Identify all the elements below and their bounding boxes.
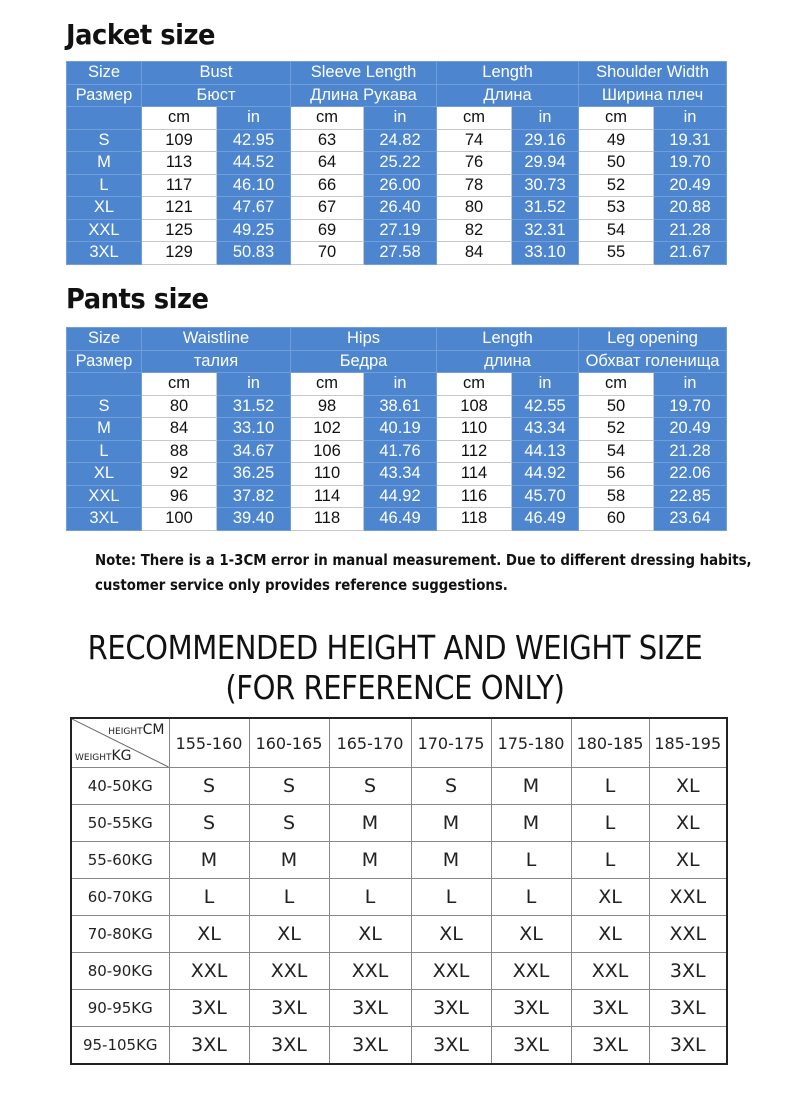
pants-header2-cell: Обхват голенища xyxy=(579,350,727,373)
height-range-header: 185-195 xyxy=(649,718,727,768)
height-range-header: 180-185 xyxy=(571,718,649,768)
jacket-header1-row xyxy=(67,62,727,85)
corner-header-cell xyxy=(71,718,169,768)
jacket-value-cell: 29.94 xyxy=(512,152,579,175)
jacket-value-cell: 64 xyxy=(291,152,364,175)
pants-data-row xyxy=(67,485,727,508)
pants-value-cell: 36.25 xyxy=(217,463,291,486)
jacket-data-row xyxy=(67,174,727,197)
recommended-size-cell: XXL xyxy=(649,878,727,915)
pants-header1-cell: Hips xyxy=(291,328,437,351)
pants-value-cell: 22.85 xyxy=(654,485,727,508)
pants-value-cell: 114 xyxy=(291,485,364,508)
jacket-value-cell: 125 xyxy=(142,219,217,242)
recommended-size-cell: L xyxy=(491,878,571,915)
recommended-size-cell: XXL xyxy=(329,952,411,989)
jacket-data-row xyxy=(67,129,727,152)
jacket-value-cell: 24.82 xyxy=(364,129,437,152)
recommended-size-cell: XL xyxy=(571,915,649,952)
recommended-size-cell: XXL xyxy=(169,952,249,989)
height-unit-label: HEIGHTCM xyxy=(108,722,165,738)
recommended-size-cell: XL xyxy=(249,915,329,952)
jacket-size-label: M xyxy=(67,152,142,175)
weight-range-label: 70-80KG xyxy=(71,915,169,952)
weight-range-label: 50-55KG xyxy=(71,804,169,841)
weight-unit-label: WEIGHTKG xyxy=(75,748,132,764)
recommended-size-cell: 3XL xyxy=(649,1026,727,1064)
recommended-size-cell: S xyxy=(249,768,329,805)
jacket-value-cell: 49 xyxy=(579,129,654,152)
jacket-header2-cell: Размер xyxy=(67,84,142,107)
recommended-size-cell: M xyxy=(491,804,571,841)
jacket-units-blank xyxy=(67,107,142,130)
jacket-header1-cell: Length xyxy=(437,62,579,85)
jacket-header2-cell: Длина Рукава xyxy=(291,84,437,107)
jacket-value-cell: 49.25 xyxy=(217,219,291,242)
jacket-size-title: Jacket size xyxy=(66,18,215,51)
jacket-value-cell: 70 xyxy=(291,242,364,265)
jacket-value-cell: 42.95 xyxy=(217,129,291,152)
jacket-value-cell: 82 xyxy=(437,219,512,242)
recommended-size-cell: XXL xyxy=(571,952,649,989)
jacket-value-cell: 44.52 xyxy=(217,152,291,175)
pants-value-cell: 46.49 xyxy=(364,508,437,531)
weight-range-label: 90-95KG xyxy=(71,989,169,1026)
recommended-size-cell: L xyxy=(411,878,491,915)
recommended-size-cell: M xyxy=(249,841,329,878)
pants-value-cell: 45.70 xyxy=(512,485,579,508)
jacket-value-cell: 117 xyxy=(142,174,217,197)
pants-data-row xyxy=(67,440,727,463)
jacket-value-cell: 69 xyxy=(291,219,364,242)
weight-row xyxy=(71,1026,727,1064)
recommended-size-cell: L xyxy=(329,878,411,915)
pants-unit-cell: cm xyxy=(579,373,654,396)
weight-range-label: 55-60KG xyxy=(71,841,169,878)
jacket-value-cell: 129 xyxy=(142,242,217,265)
recommended-size-cell: L xyxy=(571,804,649,841)
pants-header1-row xyxy=(67,328,727,351)
weight-range-label: 95-105KG xyxy=(71,1026,169,1064)
pants-units-row xyxy=(67,373,727,396)
recommended-size-cell: M xyxy=(169,841,249,878)
jacket-value-cell: 21.67 xyxy=(654,242,727,265)
weight-row xyxy=(71,878,727,915)
jacket-header1-cell: Bust xyxy=(142,62,291,85)
pants-size-table xyxy=(66,327,727,531)
recommended-size-cell: L xyxy=(571,768,649,805)
pants-header2-row xyxy=(67,350,727,373)
jacket-unit-cell: in xyxy=(512,107,579,130)
pants-value-cell: 114 xyxy=(437,463,512,486)
jacket-unit-cell: cm xyxy=(291,107,364,130)
recommended-size-cell: M xyxy=(329,804,411,841)
recommended-size-cell: 3XL xyxy=(329,1026,411,1064)
pants-value-cell: 116 xyxy=(437,485,512,508)
jacket-value-cell: 33.10 xyxy=(512,242,579,265)
pants-value-cell: 98 xyxy=(291,395,364,418)
weight-row xyxy=(71,804,727,841)
pants-header1-cell: Length xyxy=(437,328,579,351)
jacket-value-cell: 109 xyxy=(142,129,217,152)
pants-value-cell: 84 xyxy=(142,418,217,441)
recommended-size-cell: L xyxy=(249,878,329,915)
recommended-size-cell: XL xyxy=(411,915,491,952)
jacket-value-cell: 29.16 xyxy=(512,129,579,152)
weight-row xyxy=(71,952,727,989)
weight-row xyxy=(71,915,727,952)
height-range-header: 155-160 xyxy=(169,718,249,768)
pants-value-cell: 33.10 xyxy=(217,418,291,441)
jacket-value-cell: 27.58 xyxy=(364,242,437,265)
jacket-value-cell: 53 xyxy=(579,197,654,220)
jacket-value-cell: 20.88 xyxy=(654,197,727,220)
jacket-header1-cell: Shoulder Width xyxy=(579,62,727,85)
jacket-data-row xyxy=(67,219,727,242)
jacket-value-cell: 121 xyxy=(142,197,217,220)
jacket-unit-cell: in xyxy=(217,107,291,130)
jacket-header2-cell: Ширина плеч xyxy=(579,84,727,107)
pants-value-cell: 34.67 xyxy=(217,440,291,463)
jacket-unit-cell: cm xyxy=(579,107,654,130)
recommended-size-cell: S xyxy=(249,804,329,841)
recommended-size-cell: 3XL xyxy=(249,1026,329,1064)
pants-size-title: Pants size xyxy=(66,282,209,315)
pants-value-cell: 100 xyxy=(142,508,217,531)
pants-value-cell: 21.28 xyxy=(654,440,727,463)
pants-value-cell: 39.40 xyxy=(217,508,291,531)
jacket-header1-cell: Sleeve Length xyxy=(291,62,437,85)
pants-size-label: M xyxy=(67,418,142,441)
jacket-unit-cell: cm xyxy=(437,107,512,130)
recommended-size-cell: XL xyxy=(649,768,727,805)
pants-unit-cell: in xyxy=(512,373,579,396)
jacket-size-label: S xyxy=(67,129,142,152)
recommended-size-cell: XL xyxy=(169,915,249,952)
jacket-data-row xyxy=(67,197,727,220)
weight-range-label: 80-90KG xyxy=(71,952,169,989)
jacket-value-cell: 78 xyxy=(437,174,512,197)
recommended-size-cell: XXL xyxy=(249,952,329,989)
jacket-value-cell: 76 xyxy=(437,152,512,175)
pants-value-cell: 37.82 xyxy=(217,485,291,508)
recommended-size-cell: 3XL xyxy=(169,989,249,1026)
note-line-2: customer service only provides reference suggestions. xyxy=(95,576,508,594)
pants-value-cell: 106 xyxy=(291,440,364,463)
recommended-size-cell: M xyxy=(491,768,571,805)
pants-value-cell: 118 xyxy=(437,508,512,531)
jacket-unit-cell: in xyxy=(654,107,727,130)
recommended-size-cell: M xyxy=(329,841,411,878)
jacket-value-cell: 47.67 xyxy=(217,197,291,220)
jacket-header2-cell: Длина xyxy=(437,84,579,107)
jacket-value-cell: 25.22 xyxy=(364,152,437,175)
recommended-size-cell: 3XL xyxy=(491,989,571,1026)
jacket-value-cell: 31.52 xyxy=(512,197,579,220)
pants-size-label: XL xyxy=(67,463,142,486)
recommended-size-cell: 3XL xyxy=(491,1026,571,1064)
pants-header2-cell: Размер xyxy=(67,350,142,373)
pants-value-cell: 110 xyxy=(437,418,512,441)
pants-header2-cell: длина xyxy=(437,350,579,373)
pants-value-cell: 43.34 xyxy=(364,463,437,486)
jacket-value-cell: 30.73 xyxy=(512,174,579,197)
pants-value-cell: 58 xyxy=(579,485,654,508)
pants-value-cell: 44.13 xyxy=(512,440,579,463)
recommended-size-cell: 3XL xyxy=(649,989,727,1026)
jacket-value-cell: 27.19 xyxy=(364,219,437,242)
recommended-size-cell: XL xyxy=(649,841,727,878)
jacket-value-cell: 19.31 xyxy=(654,129,727,152)
jacket-value-cell: 50.83 xyxy=(217,242,291,265)
measurement-note xyxy=(95,548,752,598)
pants-size-label: L xyxy=(67,440,142,463)
jacket-value-cell: 54 xyxy=(579,219,654,242)
jacket-value-cell: 26.40 xyxy=(364,197,437,220)
jacket-value-cell: 80 xyxy=(437,197,512,220)
pants-value-cell: 50 xyxy=(579,395,654,418)
recommended-size-cell: 3XL xyxy=(411,989,491,1026)
pants-value-cell: 20.49 xyxy=(654,418,727,441)
recommended-size-cell: L xyxy=(169,878,249,915)
pants-data-row xyxy=(67,508,727,531)
jacket-value-cell: 84 xyxy=(437,242,512,265)
jacket-size-label: L xyxy=(67,174,142,197)
weight-row xyxy=(71,989,727,1026)
recommended-size-cell: S xyxy=(169,768,249,805)
recommended-size-cell: XL xyxy=(329,915,411,952)
recommended-size-cell: 3XL xyxy=(411,1026,491,1064)
jacket-value-cell: 113 xyxy=(142,152,217,175)
jacket-unit-cell: cm xyxy=(142,107,217,130)
pants-size-label: 3XL xyxy=(67,508,142,531)
pants-value-cell: 38.61 xyxy=(364,395,437,418)
pants-value-cell: 54 xyxy=(579,440,654,463)
recommend-title-line-2: (FOR REFERENCE ONLY) xyxy=(225,668,565,707)
recommended-size-cell: 3XL xyxy=(649,952,727,989)
recommended-size-cell: M xyxy=(411,804,491,841)
height-range-header: 160-165 xyxy=(249,718,329,768)
jacket-unit-cell: in xyxy=(364,107,437,130)
jacket-header2-cell: Бюст xyxy=(142,84,291,107)
pants-value-cell: 80 xyxy=(142,395,217,418)
pants-value-cell: 108 xyxy=(437,395,512,418)
recommended-size-cell: XL xyxy=(571,878,649,915)
pants-header2-cell: Бедра xyxy=(291,350,437,373)
pants-header1-cell: Leg opening xyxy=(579,328,727,351)
pants-unit-cell: in xyxy=(654,373,727,396)
weight-row xyxy=(71,768,727,805)
height-weight-table xyxy=(70,717,728,1065)
pants-value-cell: 52 xyxy=(579,418,654,441)
pants-value-cell: 46.49 xyxy=(512,508,579,531)
pants-value-cell: 96 xyxy=(142,485,217,508)
jacket-value-cell: 32.31 xyxy=(512,219,579,242)
pants-value-cell: 110 xyxy=(291,463,364,486)
pants-unit-cell: cm xyxy=(437,373,512,396)
jacket-value-cell: 67 xyxy=(291,197,364,220)
jacket-value-cell: 52 xyxy=(579,174,654,197)
recommended-size-cell: 3XL xyxy=(169,1026,249,1064)
pants-value-cell: 60 xyxy=(579,508,654,531)
recommended-size-cell: XXL xyxy=(649,915,727,952)
jacket-value-cell: 20.49 xyxy=(654,174,727,197)
recommended-size-cell: M xyxy=(411,841,491,878)
jacket-value-cell: 63 xyxy=(291,129,364,152)
pants-unit-cell: in xyxy=(364,373,437,396)
pants-unit-cell: cm xyxy=(291,373,364,396)
jacket-header1-cell: Size xyxy=(67,62,142,85)
jacket-value-cell: 21.28 xyxy=(654,219,727,242)
jacket-header2-row xyxy=(67,84,727,107)
pants-value-cell: 112 xyxy=(437,440,512,463)
pants-value-cell: 43.34 xyxy=(512,418,579,441)
pants-header1-cell: Waistline xyxy=(142,328,291,351)
pants-value-cell: 44.92 xyxy=(512,463,579,486)
jacket-value-cell: 19.70 xyxy=(654,152,727,175)
pants-data-row xyxy=(67,463,727,486)
recommended-size-cell: L xyxy=(571,841,649,878)
recommended-size-cell: XL xyxy=(491,915,571,952)
pants-value-cell: 118 xyxy=(291,508,364,531)
jacket-size-label: XL xyxy=(67,197,142,220)
recommended-size-cell: XXL xyxy=(491,952,571,989)
recommended-size-cell: XL xyxy=(649,804,727,841)
weight-range-label: 40-50KG xyxy=(71,768,169,805)
jacket-size-table xyxy=(66,61,727,265)
pants-value-cell: 41.76 xyxy=(364,440,437,463)
pants-value-cell: 42.55 xyxy=(512,395,579,418)
recommended-size-cell: 3XL xyxy=(249,989,329,1026)
recommended-size-cell: 3XL xyxy=(329,989,411,1026)
recommended-size-cell: 3XL xyxy=(571,989,649,1026)
pants-value-cell: 31.52 xyxy=(217,395,291,418)
note-line-1: Note: There is a 1-3CM error in manual measurement. Due to different dressing habits, xyxy=(95,551,752,569)
height-range-header: 165-170 xyxy=(329,718,411,768)
pants-value-cell: 56 xyxy=(579,463,654,486)
jacket-value-cell: 74 xyxy=(437,129,512,152)
jacket-value-cell: 46.10 xyxy=(217,174,291,197)
jacket-value-cell: 55 xyxy=(579,242,654,265)
pants-value-cell: 19.70 xyxy=(654,395,727,418)
jacket-size-label: 3XL xyxy=(67,242,142,265)
recommended-size-cell: L xyxy=(491,841,571,878)
pants-unit-cell: cm xyxy=(142,373,217,396)
pants-value-cell: 102 xyxy=(291,418,364,441)
recommended-size-cell: S xyxy=(329,768,411,805)
pants-header1-cell: Size xyxy=(67,328,142,351)
pants-value-cell: 22.06 xyxy=(654,463,727,486)
pants-size-label: S xyxy=(67,395,142,418)
weight-range-label: 60-70KG xyxy=(71,878,169,915)
recommended-size-cell: XXL xyxy=(411,952,491,989)
recommended-size-cell: 3XL xyxy=(571,1026,649,1064)
jacket-value-cell: 66 xyxy=(291,174,364,197)
pants-data-row xyxy=(67,395,727,418)
pants-value-cell: 88 xyxy=(142,440,217,463)
pants-value-cell: 92 xyxy=(142,463,217,486)
pants-header2-cell: талия xyxy=(142,350,291,373)
pants-data-row xyxy=(67,418,727,441)
jacket-units-row xyxy=(67,107,727,130)
pants-units-blank xyxy=(67,373,142,396)
height-range-header: 175-180 xyxy=(491,718,571,768)
jacket-value-cell: 50 xyxy=(579,152,654,175)
jacket-data-row xyxy=(67,242,727,265)
pants-size-label: XXL xyxy=(67,485,142,508)
jacket-data-row xyxy=(67,152,727,175)
height-range-header: 170-175 xyxy=(411,718,491,768)
pants-value-cell: 44.92 xyxy=(364,485,437,508)
recommended-size-cell: S xyxy=(169,804,249,841)
recommend-title-line-1: RECOMMENDED HEIGHT AND WEIGHT SIZE xyxy=(87,628,703,667)
pants-value-cell: 40.19 xyxy=(364,418,437,441)
height-header-row xyxy=(71,718,727,768)
pants-value-cell: 23.64 xyxy=(654,508,727,531)
jacket-value-cell: 26.00 xyxy=(364,174,437,197)
weight-row xyxy=(71,841,727,878)
pants-unit-cell: in xyxy=(217,373,291,396)
jacket-size-label: XXL xyxy=(67,219,142,242)
recommended-size-cell: S xyxy=(411,768,491,805)
